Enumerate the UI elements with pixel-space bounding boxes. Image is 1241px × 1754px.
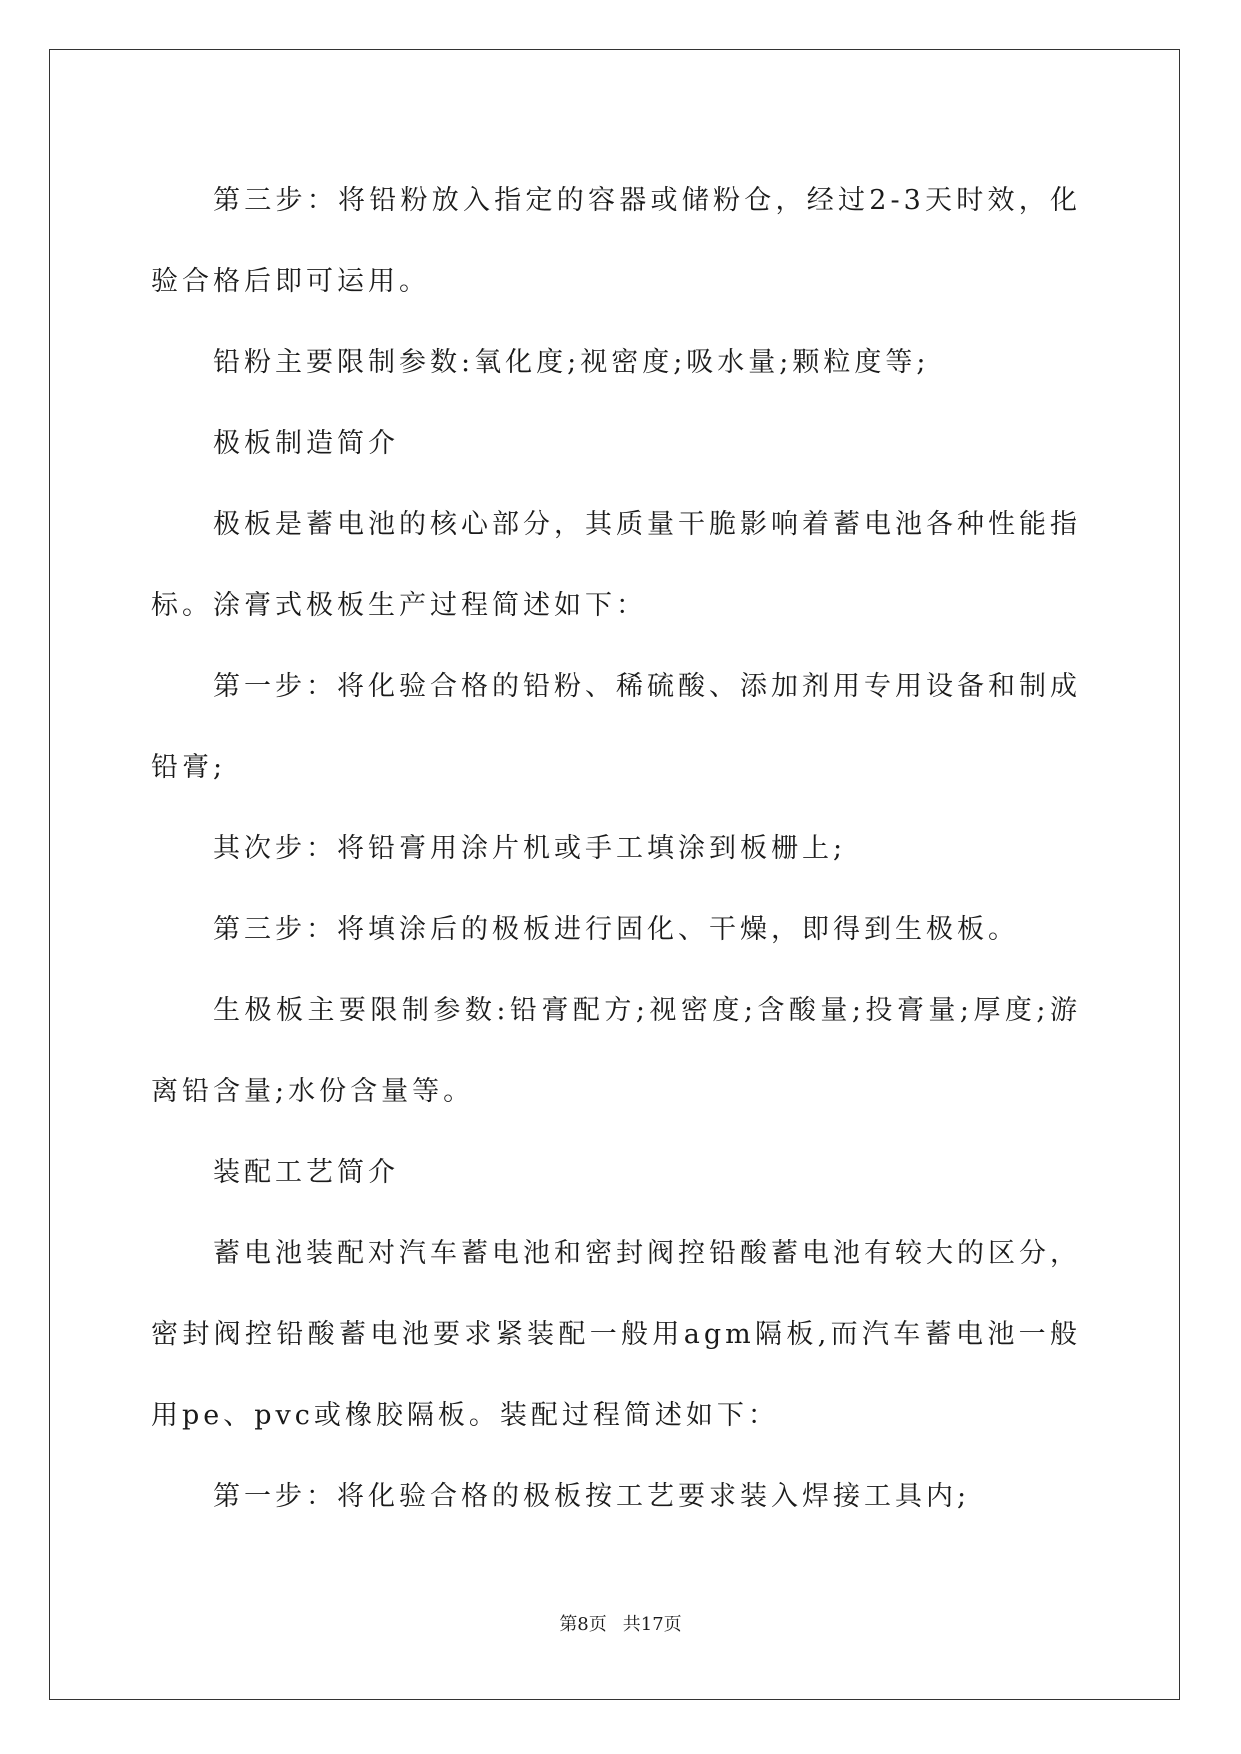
section-heading: 装配工艺简介	[213, 1157, 399, 1188]
page-total: 共17页	[622, 1614, 682, 1635]
document-body	[151, 160, 1081, 1537]
paragraph: 蓄电池装配对汽车蓄电池和密封阀控铅酸蓄电池有较大的区分，密封阀控铅酸蓄电池要求紧装配一般用agm隔板,而汽车蓄电池一般用pe、pvc或橡胶隔板。装配过程简述如下：	[151, 1238, 1081, 1431]
page-footer	[0, 1610, 1241, 1636]
section-heading: 极板制造简介	[213, 428, 399, 459]
paragraph: 其次步：将铅膏用涂片机或手工填涂到板栅上;	[213, 833, 847, 864]
page-number: 第8页	[559, 1614, 607, 1635]
paragraph: 第一步：将化验合格的极板按工艺要求装入焊接工具内;	[213, 1481, 971, 1512]
paragraph: 铅粉主要限制参数:氧化度;视密度;吸水量;颗粒度等;	[213, 347, 930, 378]
paragraph: 极板是蓄电池的核心部分，其质量干脆影响着蓄电池各种性能指标。涂膏式极板生产过程简述如下：	[151, 509, 1081, 621]
paragraph: 第一步：将化验合格的铅粉、稀硫酸、添加剂用专用设备和制成铅膏;	[151, 671, 1081, 783]
paragraph: 生极板主要限制参数:铅膏配方;视密度;含酸量;投膏量;厚度;游离铅含量;水份含量等。	[151, 995, 1081, 1107]
paragraph: 第三步：将铅粉放入指定的容器或储粉仓，经过2-3天时效，化验合格后即可运用。	[151, 185, 1081, 297]
paragraph: 第三步：将填涂后的极板进行固化、干燥，即得到生极板。	[213, 914, 1019, 945]
